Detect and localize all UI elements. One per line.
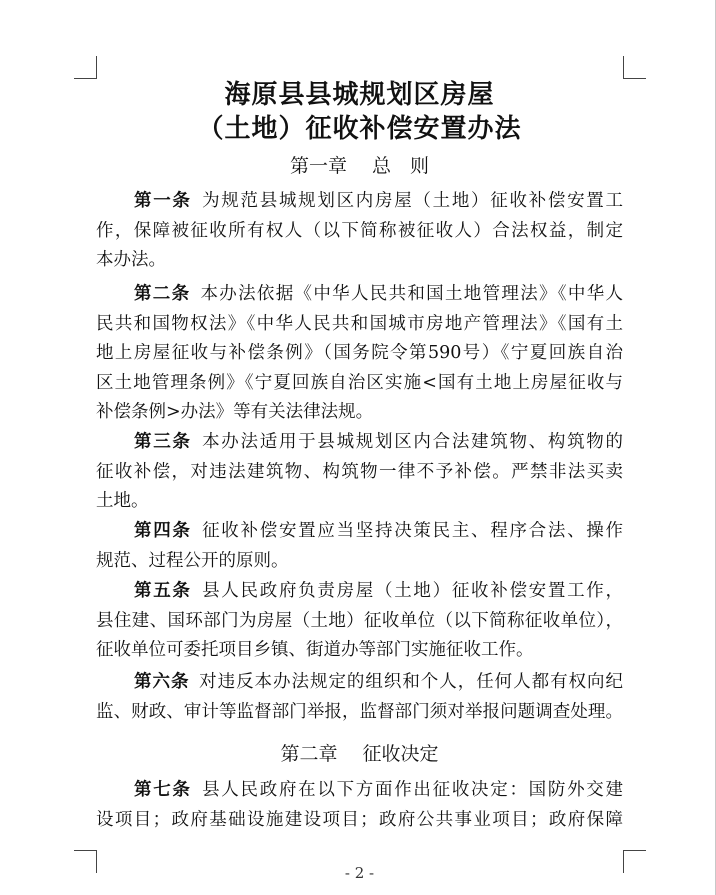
article-line: 监、财政、审计等监督部门举报，监督部门须对举报问题调查处理。 [96,701,623,722]
chapter-heading-2: 第二章 征收决定 [280,743,439,765]
article-line: 征收补偿，对违法建筑物、构筑物一律不予补偿。严禁非法买卖 [96,461,623,482]
article-5 [96,577,623,666]
article-line [96,668,623,698]
article-label: 第七条 [134,780,192,800]
article-7 [96,776,623,835]
article-line: 征收单位可委托项目乡镇、街道办等部门实施征收工作。 [96,640,534,660]
article-label: 第二条 [134,284,191,304]
document-title-line-1: 海原县县城规划区房屋 [224,80,495,110]
article-label: 第五条 [134,581,192,601]
article-6 [96,668,623,727]
article-text: 征收补偿安置应当坚持决策民主、程序合法、操作 [200,521,624,541]
crop-mark-bottom-right [623,850,646,873]
article-2 [96,280,623,428]
chapter-heading-1: 第一章 总 则 [289,155,430,177]
crop-mark-top-left [74,56,97,79]
document-title-line-2: （土地）征收补偿安置办法 [197,114,522,144]
crop-mark-top-right [623,56,646,79]
article-line: 设项目；政府基础设施建设项目；政府公共事业项目；政府保障 [96,809,623,830]
article-line: 本办法。 [96,250,166,270]
article-label: 第三条 [134,432,192,452]
article-text: 本办法适用于县城规划区内合法建筑物、构筑物的 [200,432,624,452]
article-3 [96,428,623,517]
article-line [96,187,623,217]
article-line: 民共和国物权法》《中华人民共和国城市房地产管理法》《国有土 [96,313,623,334]
article-label: 第六条 [134,672,190,692]
article-label: 第一条 [134,191,192,211]
article-text: 对违反本办法规定的组织和个人，任何人都有权向纪 [198,672,624,692]
article-line [96,280,623,310]
article-line: 区土地管理条例》《宁夏回族自治区实施<国有土地上房屋征收与 [96,372,623,393]
article-line: 规范、过程公开的原则。 [96,550,289,571]
article-line [96,577,623,607]
article-1 [96,187,623,276]
article-line: 土地。 [96,491,149,511]
article-line [96,776,623,806]
article-text: 县人民政府负责房屋（土地）征收补偿安置工作， [200,581,624,601]
article-label: 第四条 [134,521,192,541]
article-line: 县住建、国环部门为房屋（土地）征收单位（以下简称征收单位）， [96,610,623,631]
article-line: 补偿条例>办法》等有关法律法规。 [96,402,374,422]
article-text: 本办法依据《中华人民共和国土地管理法》《中华人 [199,284,624,304]
article-text: 县人民政府在以下方面作出征收决定：国防外交建 [200,780,624,800]
article-text: 为规范县城规划区内房屋（土地）征收补偿安置工 [200,191,624,211]
page-number: - 2 - [344,864,375,882]
article-line: 地上房屋征收与补偿条例》（国务院令第590号）《宁夏回族自治 [96,343,623,363]
crop-mark-bottom-left [74,850,97,873]
article-line [96,517,623,547]
article-4 [96,517,623,576]
article-line [96,428,623,458]
article-line: 作，保障被征收所有权人（以下简称被征收人）合法权益，制定 [96,220,623,241]
